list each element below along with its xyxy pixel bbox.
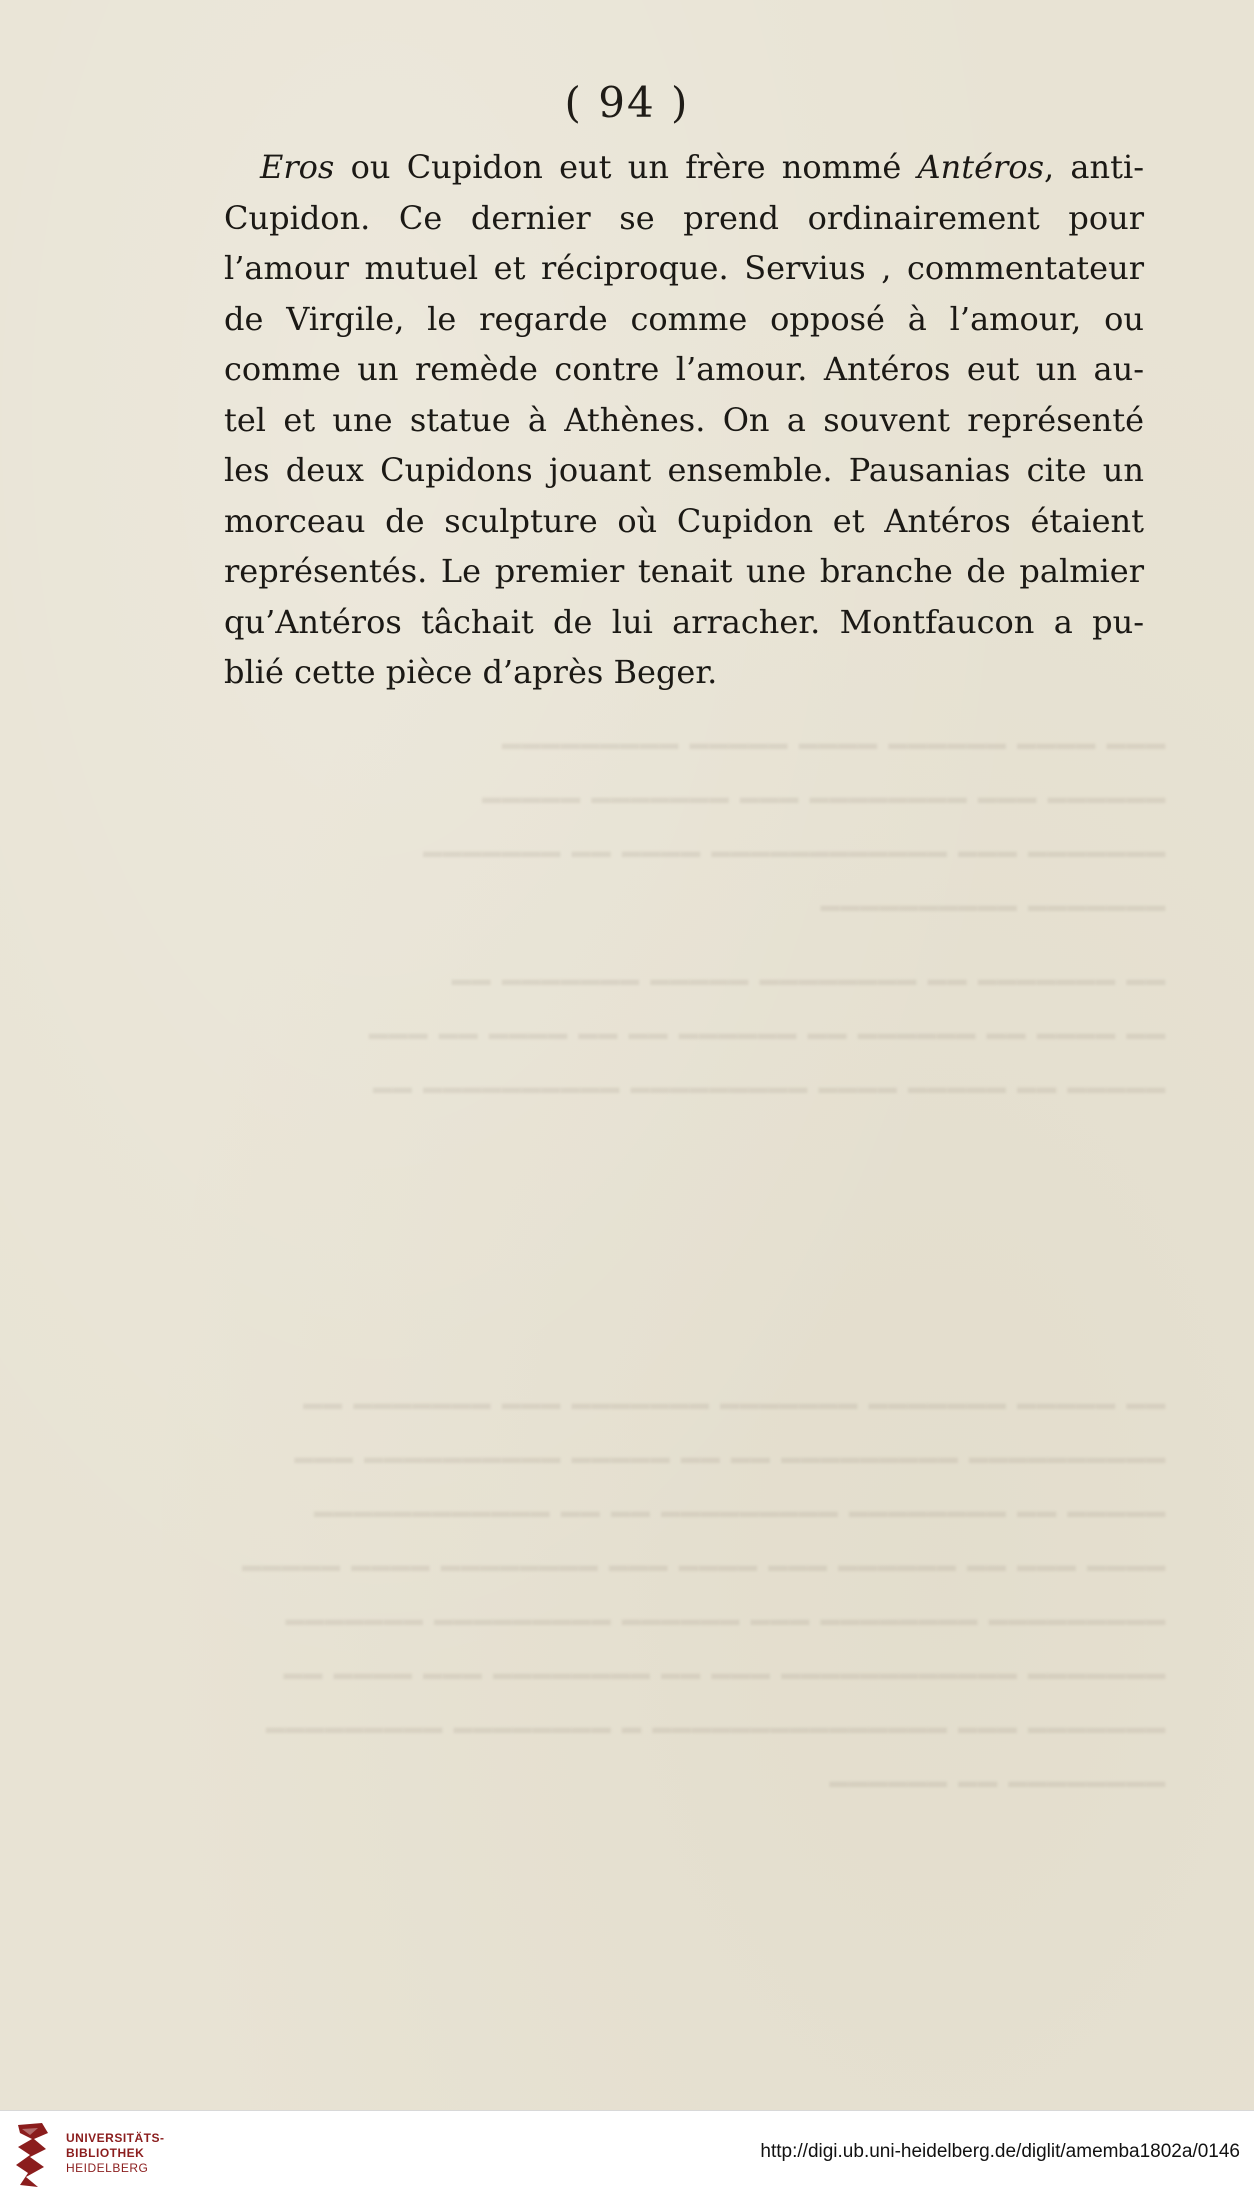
text-line: [224, 294, 1144, 345]
text-segment: qu’Antéros tâchait de lui arracher. Montfaucon a pu-: [224, 602, 1144, 641]
library-name-line: HEIDELBERG: [66, 2161, 149, 2175]
text-line: [224, 597, 1144, 648]
text-segment: représentés. Le premier tenait une branche de palmier: [224, 552, 1144, 590]
library-name-line: BIBLIOTHEK: [66, 2146, 145, 2160]
text-segment: morceau de sculpture où Cupidon et Antéros étaient: [224, 501, 1144, 540]
footer-bar: [0, 2110, 1254, 2200]
library-name: [66, 2131, 165, 2176]
text-segment: , anti-: [1044, 148, 1145, 186]
text-segment: l’amour mutuel et réciproque. Servius , commentateur: [224, 249, 1144, 287]
italic-name: Antéros: [917, 148, 1044, 186]
show-through-text: ━━━ ━━━━ ━━━━━━ ━━━━ ━━━━━ ━━━━━━━━━ ━━━━━━ ━━━ ━━━━━━━━ ━━━ ━━━━━━━ ━━━━━ ━━━━━━━ ━━━ ━━━━━━━━━━━━ ━━━━ ━━ ━━━━━━━ ━━━━━━━ ━━━━━━━━━━ ━━ ━━━━━━━ ━━ ━━━━━━━━ ━━━━━ ━━━━━━━ ━━ ━━ ━━━━ ━━ ━━━━━━ ━━ ━━━━━━ ━━ ━━ ━━━━ ━━ ━━━ ━━━━━ ━━ ━━━━━ ━━━━ ━━━━━━━━━ ━━━━━━━━━━ ━━: [368, 729, 1165, 1109]
text-line: [224, 546, 1144, 597]
show-through-text: ━━ ━━━━━ ━━━━━━━ ━━━━━━━ ━━━━━━━ ━━━ ━━━━━━━ ━━ ━━━━━━━━━━ ━━━━━━━━━ ━━ ━━ ━━━━━ ━━━━━━━━━━ ━━━ ━━━━━ ━━ ━━━━━━━━ ━━━━━━━━━ ━━ ━━ ━━━━━━━━━━━━ ━━━━ ━━━ ━━ ━━━━━━ ━━━ ━━━━ ━━━ ━━━━━━━━ ━━━━ ━━━━━ ━━━━━━━━━ ━━━━━━━━ ━━━ ━━━━━━ ━━━━━━━━━ ━━━━━━━ ━━━━━━━ ━━━━━━━━━━━━ ━━━ ━━ ━━━━━━━━ ━━━ ━━━━ ━━ ━━━━━━━ ━━━ ━━━━━━━━━━━━━━━ ━ ━━━━━━━━ ━━━━━━━━━ ━━━━━━━━ ━━ ━━━━━━: [241, 1389, 1165, 1803]
text-segment: Cupidon. Ce dernier se prend ordinairement pour: [224, 198, 1144, 237]
text-line: [224, 395, 1144, 446]
heidelberg-library-logo-icon: [12, 2119, 54, 2191]
text-line: [224, 344, 1144, 395]
text-segment: tel et une statue à Athènes. On a souvent représenté: [224, 400, 1144, 439]
text-segment: les deux Cupidons jouant ensemble. Pausanias cite un: [224, 451, 1144, 489]
text-line: [224, 243, 1144, 294]
text-segment: ou Cupidon eut un frère nommé: [334, 148, 918, 186]
text-line: [224, 142, 1144, 193]
italic-name: Eros: [260, 148, 335, 186]
body-paragraph: [224, 142, 1144, 698]
text-line: [224, 445, 1144, 496]
page-number: ( 94 ): [564, 78, 690, 127]
text-line: [224, 647, 1144, 698]
text-segment: comme un remède contre l’amour. Antéros eut un au-: [224, 350, 1144, 388]
permalink-url[interactable]: http://digi.ub.uni-heidelberg.de/diglit/amemba1802a/0146: [760, 2141, 1240, 2162]
text-line: [224, 496, 1144, 547]
text-segment: de Virgile, le regarde comme opposé à l’amour, ou: [224, 299, 1144, 338]
text-line: [224, 193, 1144, 244]
text-segment: blié cette pièce d’après Beger.: [224, 653, 718, 691]
library-name-line: UNIVERSITÄTS-: [66, 2131, 165, 2145]
